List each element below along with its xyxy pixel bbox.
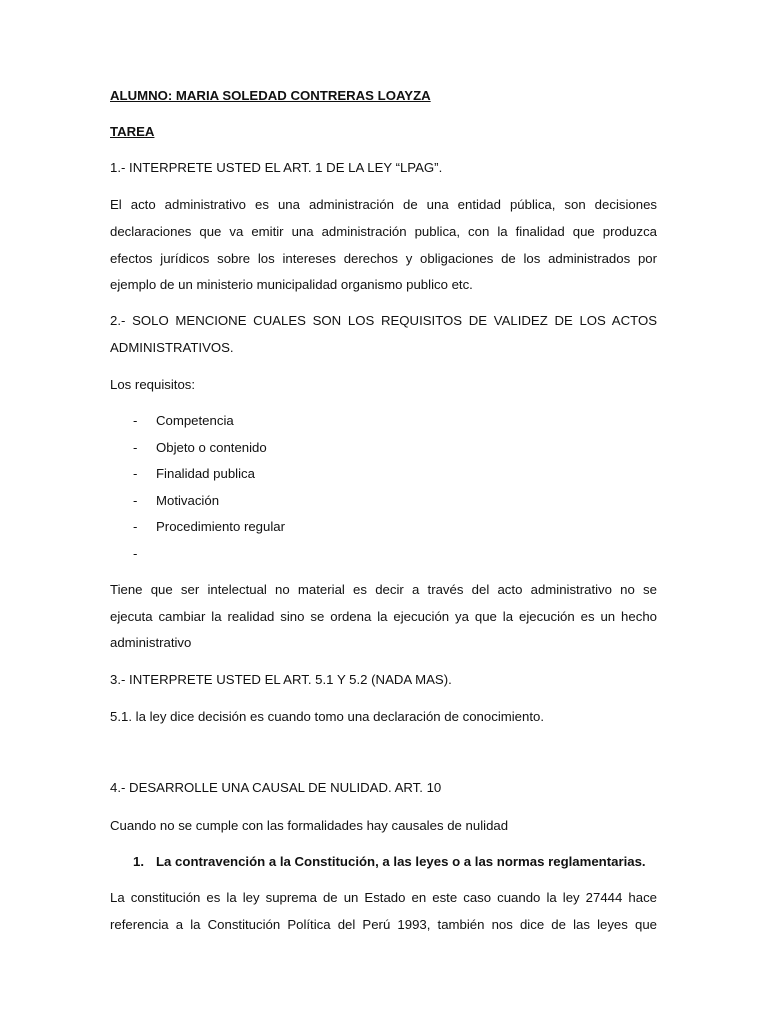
question-4-heading: 4.- DESARROLLE UNA CAUSAL DE NULIDAD. ART. 10 — [110, 780, 442, 795]
bullet-dash: - — [133, 413, 138, 428]
question-3-answer: 5.1. la ley dice decisión es cuando tomo una declaración de conocimiento. — [110, 709, 544, 724]
bullet-dash: - — [133, 440, 138, 455]
question-1-answer-line: El acto administrativo es una administración de una entidad pública, son decisiones — [110, 197, 657, 212]
requirements-intro: Los requisitos: — [110, 377, 196, 392]
task-heading: TAREA — [110, 124, 155, 139]
question-1-answer-line: ejemplo de un ministerio municipalidad organismo publico etc. — [110, 277, 473, 292]
question-1-heading: 1.- INTERPRETE USTED EL ART. 1 DE LA LEY “LPAG”. — [110, 160, 443, 175]
question-1-answer-line: efectos jurídicos sobre los intereses derechos y obligaciones de los administrados por — [110, 251, 657, 266]
requirement-item: Motivación — [156, 493, 220, 508]
item-number: 1. — [133, 854, 144, 869]
question-1-answer-line: declaraciones que va emitir una administración publica, con la finalidad que produzca — [110, 224, 657, 239]
validity-explanation-line: ejecuta cambiar la realidad sino se ordena la ejecución ya que la ejecución es un hecho — [110, 609, 657, 624]
nullity-item-text: La contravención a la Constitución, a las leyes o a las normas reglamentarias. — [156, 854, 646, 869]
requirement-item: Objeto o contenido — [156, 440, 267, 455]
requirement-item: Finalidad publica — [156, 466, 255, 481]
validity-explanation-line: Tiene que ser intelectual no material es decir a través del acto administrativo no se — [110, 582, 657, 597]
requirement-item: Competencia — [156, 413, 234, 428]
validity-explanation-line: administrativo — [110, 635, 192, 650]
nullity-explanation-line: referencia a la Constitución Política del Perú 1993, también nos dice de las leyes que — [110, 917, 657, 932]
bullet-dash: - — [133, 546, 138, 561]
question-2-heading: ADMINISTRATIVOS. — [110, 340, 234, 355]
bullet-dash: - — [133, 466, 138, 481]
nullity-explanation-line: La constitución es la ley suprema de un Estado en este caso cuando la ley 27444 hace — [110, 890, 657, 905]
question-2-heading: 2.- SOLO MENCIONE CUALES SON LOS REQUISITOS DE VALIDEZ DE LOS ACTOS — [110, 313, 657, 328]
question-3-heading: 3.- INTERPRETE USTED EL ART. 5.1 Y 5.2 (NADA MAS). — [110, 672, 452, 687]
bullet-dash: - — [133, 519, 138, 534]
requirement-item: Procedimiento regular — [156, 519, 286, 534]
bullet-dash: - — [133, 493, 138, 508]
nullity-intro: Cuando no se cumple con las formalidades hay causales de nulidad — [110, 818, 509, 833]
student-name-line: ALUMNO: MARIA SOLEDAD CONTRERAS LOAYZA — [110, 88, 431, 103]
